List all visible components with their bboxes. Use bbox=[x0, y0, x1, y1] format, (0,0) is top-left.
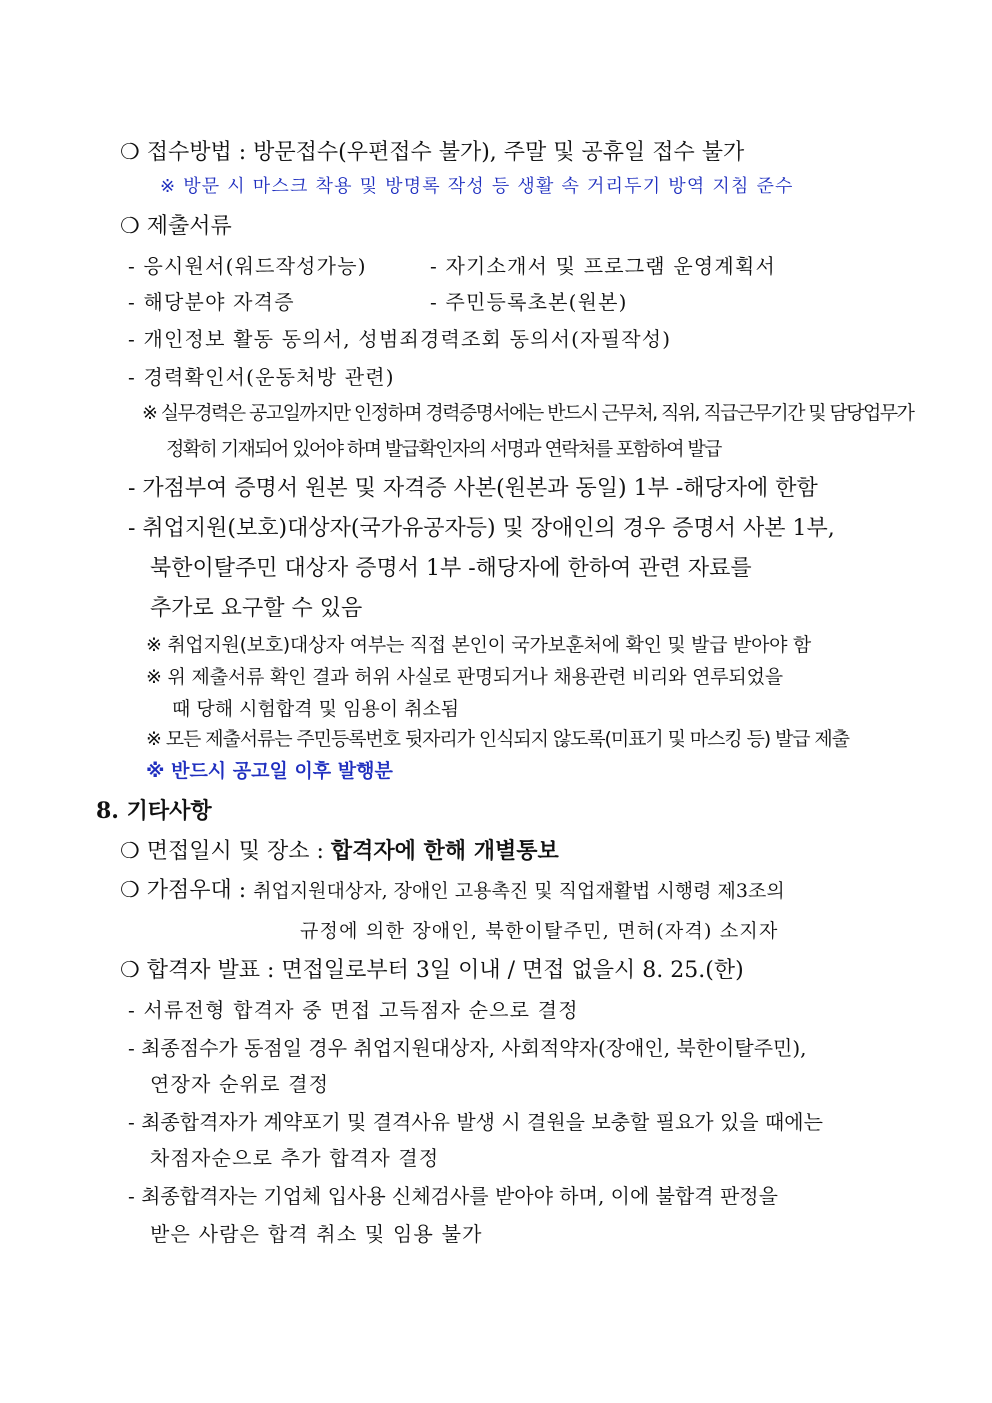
doc-consent: - 개인정보 활동 동의서, 성범죄경력조회 동의서(자필작성) bbox=[128, 327, 672, 351]
bonus-value-2: 규정에 의한 장애인, 북한이탈주민, 면허(자격) 소지자 bbox=[300, 920, 779, 942]
announce-item-4a: - 최종합격자는 기업체 입사용 신체검사를 받아야 하며, 이에 불합격 판정을 bbox=[128, 1184, 778, 1208]
announce-item-3b: 차점자순으로 추가 합격자 결정 bbox=[150, 1146, 440, 1170]
announce-item-4b: 받은 사람은 합격 취소 및 임용 불가 bbox=[150, 1222, 483, 1246]
bonus-label: ❍ 가점우대 : bbox=[120, 878, 254, 903]
bonus-line bbox=[120, 878, 785, 904]
note-false-2: 때 당해 시험합격 및 임용이 취소됨 bbox=[172, 698, 460, 720]
interview-value: 합격자에 한해 개별통보 bbox=[330, 838, 559, 864]
doc-employment-3: 추가로 요구할 수 있음 bbox=[150, 596, 363, 621]
reception-note: ※ 방문 시 마스크 착용 및 방명록 작성 등 생활 속 거리두기 방역 지침 준수 bbox=[160, 176, 794, 197]
announce-line: ❍ 합격자 발표 : 면접일로부터 3일 이내 / 면접 없을시 8. 25.(한) bbox=[120, 958, 744, 983]
doc-application: - 응시원서(워드작성가능) bbox=[128, 254, 367, 278]
docs-title: ❍ 제출서류 bbox=[120, 214, 232, 239]
interview-line bbox=[120, 838, 559, 865]
career-note-1: ※ 실무경력은 공고일까지만 인정하며 경력증명서에는 반드시 근무처, 직위, 직급근무기간 및 담당업무가 bbox=[142, 402, 914, 424]
announce-item-1: - 서류전형 합격자 중 면접 고득점자 순으로 결정 bbox=[128, 998, 579, 1022]
bonus-value-1: 취업지원대상자, 장애인 고용촉진 및 직업재활법 시행령 제3조의 bbox=[253, 880, 785, 902]
doc-bonus: - 가점부여 증명서 원본 및 자격증 사본(원본과 동일) 1부 -해당자에 한함 bbox=[128, 476, 818, 501]
career-note-2: 정확히 기재되어 있어야 하며 발급확인자의 서명과 연락처를 포함하여 발급 bbox=[166, 438, 721, 460]
doc-career: - 경력확인서(운동처방 관련) bbox=[128, 365, 395, 389]
note-masking: ※ 모든 제출서류는 주민등록번호 뒷자리가 인식되지 않도록(미표기 및 마스킹 등) 발급 제출 bbox=[146, 728, 849, 750]
announce-item-2b: 연장자 순위로 결정 bbox=[150, 1072, 330, 1096]
section-8-heading: 8. 기타사항 bbox=[96, 798, 212, 824]
note-employment: ※ 취업지원(보호)대상자 여부는 직접 본인이 국가보훈처에 확인 및 발급 받아야 함 bbox=[146, 634, 811, 656]
announce-item-3a: - 최종합격자가 계약포기 및 결격사유 발생 시 결원을 보충할 필요가 있을 때에는 bbox=[128, 1110, 823, 1134]
note-false-1: ※ 위 제출서류 확인 결과 허위 사실로 판명되거나 채용관련 비리와 연루되었을 bbox=[146, 666, 783, 688]
doc-employment-1: - 취업지원(보호)대상자(국가유공자등) 및 장애인의 경우 증명서 사본 1부, bbox=[128, 516, 835, 541]
doc-employment-2: 북한이탈주민 대상자 증명서 1부 -해당자에 한하여 관련 자료를 bbox=[150, 556, 752, 581]
doc-resident: - 주민등록초본(원본) bbox=[430, 290, 628, 314]
interview-label: ❍ 면접일시 및 장소 : bbox=[120, 839, 331, 864]
reception-method-line: ❍ 접수방법 : 방문접수(우편접수 불가), 주말 및 공휴일 접수 불가 bbox=[120, 140, 745, 165]
announce-item-2a: - 최종점수가 동점일 경우 취업지원대상자, 사회적약자(장애인, 북한이탈주민), bbox=[128, 1036, 807, 1060]
note-issue-date: ※ 반드시 공고일 이후 발행분 bbox=[146, 760, 393, 782]
doc-license: - 해당분야 자격증 bbox=[128, 290, 295, 314]
doc-intro: - 자기소개서 및 프로그램 운영계획서 bbox=[430, 254, 776, 278]
